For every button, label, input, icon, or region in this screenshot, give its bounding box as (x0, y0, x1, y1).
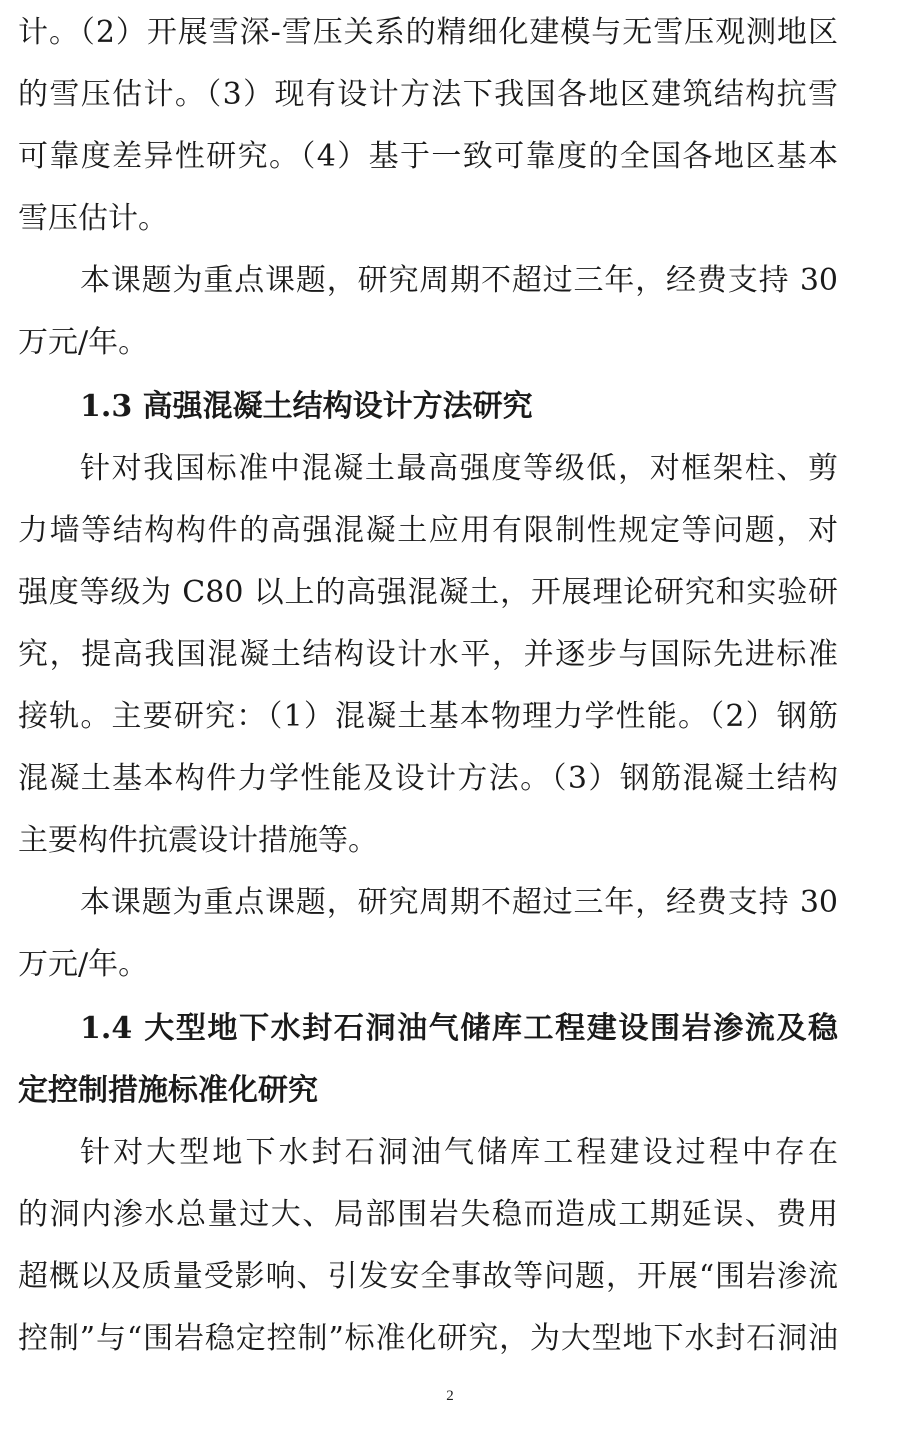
body-text-line: 主要构件抗震设计措施等。 (18, 823, 378, 858)
section-heading-1-4-cont: 定控制措施标准化研究 (18, 1073, 318, 1108)
body-text-line: 针对我国标准中混凝土最高强度等级低，对框架柱、剪 (80, 451, 838, 486)
body-text-line: 接轨。主要研究：（1）混凝土基本物理力学性能。（2）钢筋 (18, 699, 838, 734)
body-text-line: 计。（2）开展雪深-雪压关系的精细化建模与无雪压观测地区 (18, 15, 838, 50)
body-text-line: 强度等级为 C80 以上的高强混凝土，开展理论研究和实验研 (18, 575, 838, 610)
body-text-line: 万元/年。 (18, 325, 149, 360)
body-text-line: 本课题为重点课题，研究周期不超过三年，经费支持 30 (80, 885, 838, 920)
body-text-line: 究，提高我国混凝土结构设计水平，并逐步与国际先进标准 (18, 637, 838, 672)
body-text-line: 雪压估计。 (18, 201, 168, 236)
body-text-line: 的洞内渗水总量过大、局部围岩失稳而造成工期延误、费用 (18, 1197, 838, 1232)
body-text-line: 可靠度差异性研究。（4）基于一致可靠度的全国各地区基本 (18, 139, 838, 174)
body-text-line: 超概以及质量受影响、引发安全事故等问题，开展“围岩渗流 (18, 1259, 838, 1294)
body-text-line: 本课题为重点课题，研究周期不超过三年，经费支持 30 (80, 263, 838, 298)
body-text-line: 的雪压估计。（3）现有设计方法下我国各地区建筑结构抗雪 (18, 77, 838, 112)
section-heading-1-4: 1.4 大型地下水封石洞油气储库工程建设围岩渗流及稳 (80, 1011, 838, 1046)
body-text-line: 力墙等结构构件的高强混凝土应用有限制性规定等问题，对 (18, 513, 838, 548)
body-text-line: 针对大型地下水封石洞油气储库工程建设过程中存在 (80, 1135, 838, 1170)
body-text-line: 控制”与“围岩稳定控制”标准化研究，为大型地下水封石洞油 (18, 1321, 838, 1356)
body-text-line: 混凝土基本构件力学性能及设计方法。（3）钢筋混凝土结构 (18, 761, 838, 796)
page-number: 2 (446, 1388, 454, 1404)
section-heading-1-3: 1.3 高强混凝土结构设计方法研究 (80, 389, 533, 424)
body-text-line: 万元/年。 (18, 947, 149, 982)
